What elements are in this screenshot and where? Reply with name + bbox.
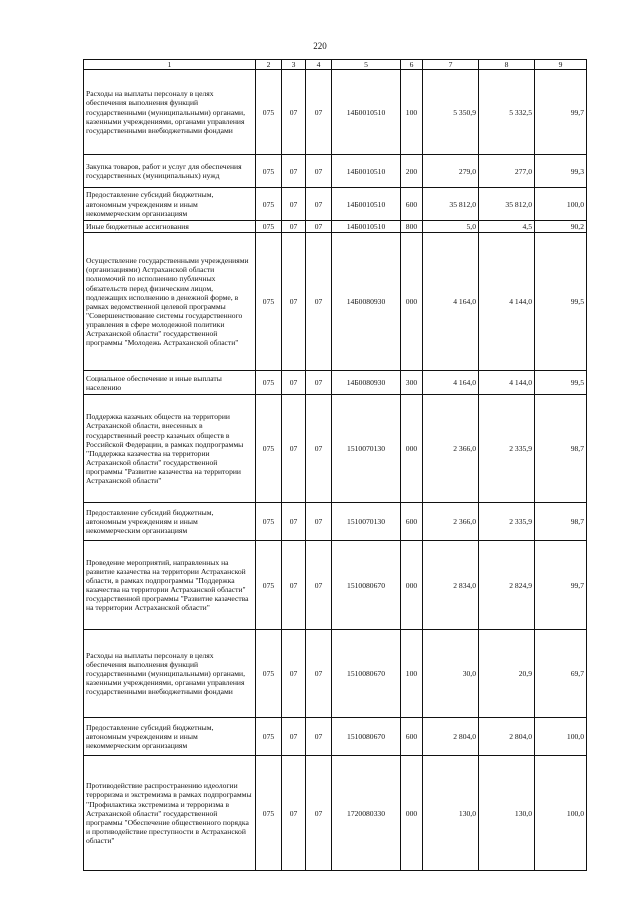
row-description: Проведение мероприятий, направленных на развитие казачества на территории Астраханской области, в рамках подпрограммы "Поддержка казачества на территории Астраханской области" государственной программы "Развитие казачества на территории Астраханской области": [84, 541, 256, 630]
column-header: 9: [535, 60, 587, 70]
cell-target-article: 1510070130: [332, 395, 401, 503]
cell-subsection: 07: [306, 233, 332, 371]
cell-subsection: 07: [306, 541, 332, 630]
table-row: [84, 541, 587, 630]
cell-executed: 130,0: [479, 756, 535, 871]
cell-target-article: 14Б0010510: [332, 70, 401, 155]
cell-executed: 2 335,9: [479, 503, 535, 541]
cell-percent: 99,7: [535, 70, 587, 155]
cell-subsection: 07: [306, 718, 332, 756]
cell-admin-code: 075: [256, 630, 282, 718]
cell-section: 07: [282, 503, 306, 541]
row-description: Предоставление субсидий бюджетным, автономным учреждениям и иным некоммерческим организациям: [84, 503, 256, 541]
cell-expense-type: 000: [401, 756, 423, 871]
cell-subsection: 07: [306, 221, 332, 233]
cell-executed: 2 804,0: [479, 718, 535, 756]
cell-planned: 130,0: [423, 756, 479, 871]
cell-admin-code: 075: [256, 233, 282, 371]
cell-subsection: 07: [306, 395, 332, 503]
cell-executed: 35 812,0: [479, 188, 535, 221]
cell-target-article: 1510080670: [332, 541, 401, 630]
cell-planned: 5,0: [423, 221, 479, 233]
cell-section: 07: [282, 70, 306, 155]
row-description: Расходы на выплаты персоналу в целях обеспечения выполнения функций государственными (муниципальными) органами, казенными учреждениями, органами управления государственными внебюджетными фондами: [84, 70, 256, 155]
cell-planned: 5 350,9: [423, 70, 479, 155]
cell-admin-code: 075: [256, 718, 282, 756]
cell-expense-type: 000: [401, 395, 423, 503]
cell-subsection: 07: [306, 371, 332, 395]
cell-subsection: 07: [306, 70, 332, 155]
cell-target-article: 14Б0010510: [332, 155, 401, 188]
cell-planned: 2 834,0: [423, 541, 479, 630]
cell-subsection: 07: [306, 503, 332, 541]
cell-planned: 279,0: [423, 155, 479, 188]
cell-percent: 98,7: [535, 395, 587, 503]
row-description: Поддержка казачьих обществ на территории Астраханской области, внесенных в государственный реестр казачьих обществ в Российской Федерации, в рамках подпрограммы "Поддержка казачества на территории Астраханской области" государственной программы "Развитие казачества на территории Астраханской области": [84, 395, 256, 503]
cell-admin-code: 075: [256, 756, 282, 871]
cell-expense-type: 000: [401, 541, 423, 630]
cell-executed: 4 144,0: [479, 233, 535, 371]
cell-section: 07: [282, 188, 306, 221]
column-header: 4: [306, 60, 332, 70]
cell-executed: 277,0: [479, 155, 535, 188]
cell-percent: 90,2: [535, 221, 587, 233]
cell-section: 07: [282, 395, 306, 503]
cell-target-article: 14Б0010510: [332, 188, 401, 221]
column-header: 3: [282, 60, 306, 70]
cell-admin-code: 075: [256, 155, 282, 188]
cell-percent: 99,5: [535, 371, 587, 395]
cell-target-article: 1510070130: [332, 503, 401, 541]
page-number: 220: [313, 41, 327, 51]
column-header: 5: [332, 60, 401, 70]
cell-planned: 2 804,0: [423, 718, 479, 756]
cell-planned: 4 164,0: [423, 371, 479, 395]
row-description: Иные бюджетные ассигнования: [84, 221, 256, 233]
table-row: [84, 503, 587, 541]
table-row: [84, 756, 587, 871]
cell-executed: 20,9: [479, 630, 535, 718]
cell-expense-type: 300: [401, 371, 423, 395]
table-row: [84, 155, 587, 188]
row-description: Закупка товаров, работ и услуг для обеспечения государственных (муниципальных) нужд: [84, 155, 256, 188]
cell-planned: 2 366,0: [423, 395, 479, 503]
table-row: [84, 221, 587, 233]
table-row: [84, 233, 587, 371]
cell-expense-type: 800: [401, 221, 423, 233]
column-header: 6: [401, 60, 423, 70]
cell-percent: 99,3: [535, 155, 587, 188]
cell-section: 07: [282, 233, 306, 371]
table-row: [84, 188, 587, 221]
cell-admin-code: 075: [256, 541, 282, 630]
cell-executed: 2 335,9: [479, 395, 535, 503]
cell-section: 07: [282, 371, 306, 395]
cell-planned: 35 812,0: [423, 188, 479, 221]
column-header: 8: [479, 60, 535, 70]
row-description: Осуществление государственными учреждениями (организациями) Астраханской области полномочий по исполнению публичных обязательств перед физическим лицом, подлежащих исполнению в денежной форме, в рамках ведомственной целевой программы "Совершенствование системы государственного управления в сфере молодежной политики Астраханской области" государственной программы "Молодежь Астраханской области": [84, 233, 256, 371]
row-description: Расходы на выплаты персоналу в целях обеспечения выполнения функций государственными (муниципальными) органами, казенными учреждениями, органами управления государственными внебюджетными фондами: [84, 630, 256, 718]
cell-percent: 69,7: [535, 630, 587, 718]
cell-executed: 2 824,9: [479, 541, 535, 630]
cell-target-article: 14Б0080930: [332, 371, 401, 395]
cell-expense-type: 000: [401, 233, 423, 371]
cell-admin-code: 075: [256, 221, 282, 233]
cell-section: 07: [282, 155, 306, 188]
cell-target-article: 14Б0010510: [332, 221, 401, 233]
cell-expense-type: 200: [401, 155, 423, 188]
header-row: [84, 60, 587, 70]
cell-target-article: 1510080670: [332, 630, 401, 718]
cell-admin-code: 075: [256, 503, 282, 541]
cell-subsection: 07: [306, 756, 332, 871]
cell-planned: 4 164,0: [423, 233, 479, 371]
cell-executed: 4,5: [479, 221, 535, 233]
cell-admin-code: 075: [256, 371, 282, 395]
cell-percent: 100,0: [535, 756, 587, 871]
budget-table: [83, 59, 587, 871]
column-header: 2: [256, 60, 282, 70]
row-description: Предоставление субсидий бюджетным, автономным учреждениям и иным некоммерческим организациям: [84, 188, 256, 221]
cell-admin-code: 075: [256, 70, 282, 155]
row-description: Социальное обеспечение и иные выплаты населению: [84, 371, 256, 395]
table-row: [84, 371, 587, 395]
cell-target-article: 14Б0080930: [332, 233, 401, 371]
column-header: 1: [84, 60, 256, 70]
cell-expense-type: 600: [401, 188, 423, 221]
cell-expense-type: 600: [401, 503, 423, 541]
table-row: [84, 70, 587, 155]
column-header: 7: [423, 60, 479, 70]
cell-planned: 2 366,0: [423, 503, 479, 541]
cell-subsection: 07: [306, 155, 332, 188]
cell-expense-type: 100: [401, 630, 423, 718]
cell-expense-type: 600: [401, 718, 423, 756]
cell-admin-code: 075: [256, 188, 282, 221]
table-row: [84, 630, 587, 718]
cell-target-article: 1510080670: [332, 718, 401, 756]
cell-planned: 30,0: [423, 630, 479, 718]
row-description: Предоставление субсидий бюджетным, автономным учреждениям и иным некоммерческим организациям: [84, 718, 256, 756]
cell-percent: 99,5: [535, 233, 587, 371]
cell-expense-type: 100: [401, 70, 423, 155]
cell-percent: 98,7: [535, 503, 587, 541]
cell-section: 07: [282, 718, 306, 756]
cell-admin-code: 075: [256, 395, 282, 503]
cell-subsection: 07: [306, 630, 332, 718]
cell-section: 07: [282, 756, 306, 871]
cell-target-article: 1720080330: [332, 756, 401, 871]
cell-percent: 99,7: [535, 541, 587, 630]
cell-section: 07: [282, 541, 306, 630]
cell-section: 07: [282, 630, 306, 718]
cell-subsection: 07: [306, 188, 332, 221]
cell-executed: 5 332,5: [479, 70, 535, 155]
cell-executed: 4 144,0: [479, 371, 535, 395]
cell-percent: 100,0: [535, 718, 587, 756]
row-description: Противодействие распространению идеологии терроризма и экстремизма в рамках подпрограммы "Профилактика экстремизма и терроризма в Астраханской области" государственной программы "Обеспечение общественного порядка и противодействие преступности в Астраханской области": [84, 756, 256, 871]
cell-section: 07: [282, 221, 306, 233]
table-row: [84, 395, 587, 503]
cell-percent: 100,0: [535, 188, 587, 221]
table-row: [84, 718, 587, 756]
